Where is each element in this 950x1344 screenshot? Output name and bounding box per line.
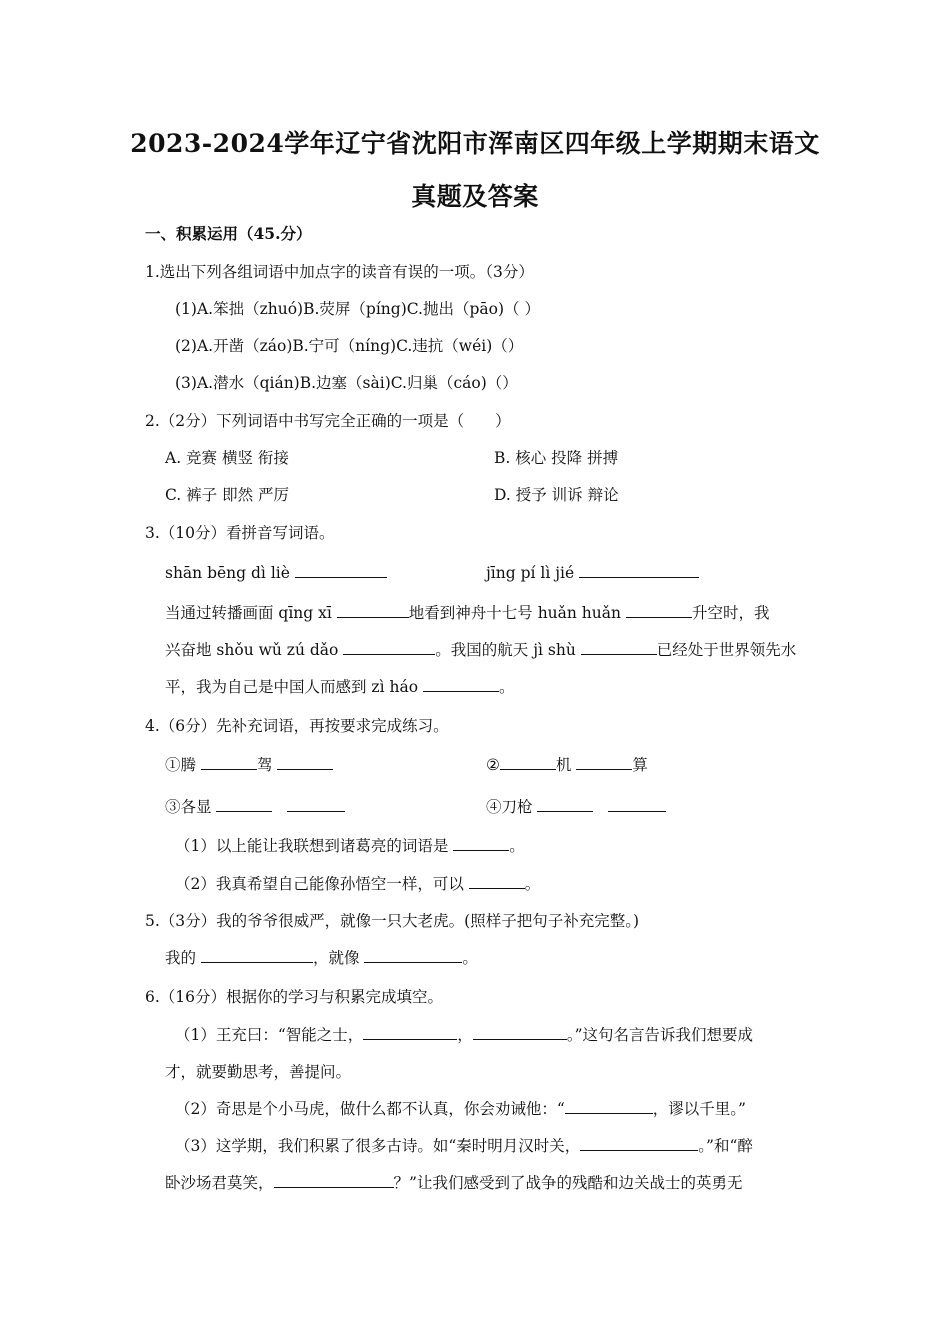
question-1-stem: 1.选出下列各组词语中加点字的读音有误的一项。（3分） [145,263,534,281]
question-4-stem: 4.（6分）先补充词语，再按要求完成练习。 [145,717,449,735]
question-5-stem: 5.（3分）我的爷爷很威严，就像一只大老虎。(照样子把句子补充完整。) [145,912,639,930]
document-title-line2: 真题及答案 [411,182,539,211]
text-segment: ② [486,756,500,774]
text-segment: ③各显 [165,798,217,816]
answer-blank[interactable] [580,1136,698,1151]
text-segment: （2）奇思是个小马虎，做什么都不认真，你会劝诫他：“ [175,1100,565,1118]
question-6-sub-3-line-1 [175,1136,753,1156]
answer-blank[interactable] [274,1173,394,1188]
text-segment: 。”和“醉 [698,1137,753,1155]
question-6-sub-1-line-1 [175,1025,753,1045]
answer-blank[interactable] [423,677,499,692]
question-6-sub-2 [175,1099,746,1119]
text-segment: 平，我为自己是中国人而感到 zì háo [165,678,423,696]
answer-blank[interactable] [201,948,313,963]
answer-blank[interactable] [626,603,692,618]
question-2-option-a: A. 竞赛 横竖 衔接 [165,449,289,467]
text-segment: ，谬以千里。” [652,1100,746,1118]
answer-blank[interactable] [343,640,435,655]
question-6-sub-1-line-2: 才，就要勤思考，善提问。 [165,1063,352,1081]
answer-blank[interactable] [216,797,272,812]
question-4-word-4 [486,797,666,817]
text-segment: （2）我真希望自己能像孙悟空一样，可以 [175,875,469,893]
text-segment: 当通过转播画面 qīng xī [165,604,337,622]
question-2-option-b: B. 核心 投降 拼搏 [494,449,619,467]
text-segment: 。 [498,678,515,696]
text-segment: 兴奋地 shǒu wǔ zú dǎo [165,641,344,659]
text-segment: 。”这句名言告诉我们想要成 [566,1026,753,1044]
question-3-stem: 3.（10分）看拼音写词语。 [145,524,335,542]
question-6-sub-3-line-2 [165,1173,742,1193]
text-segment: 我的 [165,949,201,967]
question-2-stem: 2.（2分）下列词语中书写完全正确的一项是（ ） [145,412,511,430]
question-4-word-1 [165,755,333,775]
text-segment: 卧沙场君莫笑， [165,1174,274,1192]
question-2-option-d: D. 授予 训诉 辩论 [494,486,619,504]
answer-blank[interactable] [295,563,387,578]
text-segment: ①腾 [165,756,201,774]
answer-blank[interactable] [565,1099,653,1114]
text-segment: 。 [462,949,478,967]
text-segment: 。我国的航天 jì shù [435,641,581,659]
text-segment: ， [457,1026,473,1044]
answer-blank[interactable] [453,836,509,851]
text-segment: 驾 [256,756,278,774]
question-3-pinyin-1 [165,563,387,583]
text-segment: 。 [509,837,525,855]
answer-blank[interactable] [537,797,593,812]
answer-blank[interactable] [581,640,657,655]
answer-blank[interactable] [579,563,699,578]
pinyin-text: jīng pí lì jié [486,564,575,582]
answer-blank[interactable] [277,755,333,770]
answer-blank[interactable] [608,797,666,812]
question-3-line-2 [165,640,796,660]
question-4-word-2 [486,755,648,775]
section-heading: 一、积累运用（45.分） [145,224,312,243]
text-segment: 机 [555,756,577,774]
question-1-option-3: (3)A.潜水（qián)B.边塞（sài)C.归巢（cáo)（） [175,374,518,392]
answer-blank[interactable] [363,1025,457,1040]
text-segment: 。 [524,875,541,893]
text-segment: 算 [632,756,648,774]
text-segment: （3）这学期，我们积累了很多古诗。如“秦时明月汉时关， [175,1137,581,1155]
text-segment: 已经处于世界领先水 [656,641,797,659]
question-3-pinyin-2 [486,563,699,583]
text-segment: （1）王充曰：“智能之士， [175,1026,364,1044]
text-segment: ④刀枪 [486,798,538,816]
question-4-sub-2 [175,874,540,894]
pinyin-text: shān bēng dì liè [165,564,290,582]
question-1-option-1: (1)A.笨拙（zhuó)B.荧屏（píng)C.抛出（pāo)（ ） [175,300,540,318]
text-segment: （1）以上能让我联想到诸葛亮的词语是 [175,837,454,855]
answer-blank[interactable] [469,874,525,889]
question-2-option-c: C. 裤子 即然 严厉 [165,486,290,504]
question-4-sub-1 [175,836,525,856]
answer-blank[interactable] [364,948,462,963]
question-3-line-3 [165,677,514,697]
answer-blank[interactable] [500,755,556,770]
answer-blank[interactable] [201,755,257,770]
answer-blank[interactable] [473,1025,567,1040]
answer-blank[interactable] [287,797,345,812]
question-5-line-1 [165,948,478,968]
text-segment: 地看到神舟十七号 huǎn huǎn [408,604,626,622]
question-6-stem: 6.（16分）根据你的学习与积累完成填空。 [145,988,444,1006]
text-segment: 升空时，我 [691,604,770,622]
question-4-word-3 [165,797,345,817]
question-1-option-2: (2)A.开凿（záo)B.宁可（níng)C.违抗（wéi)（） [175,337,524,355]
answer-blank[interactable] [337,603,409,618]
question-3-line-1 [165,603,769,623]
document-title-line1: 2023-2024学年辽宁省沈阳市浑南区四年级上学期期末语文 [130,129,820,158]
text-segment: ，就像 [312,949,365,967]
answer-blank[interactable] [576,755,632,770]
text-segment: ？”让我们感受到了战争的残酷和边关战士的英勇无 [393,1174,743,1192]
